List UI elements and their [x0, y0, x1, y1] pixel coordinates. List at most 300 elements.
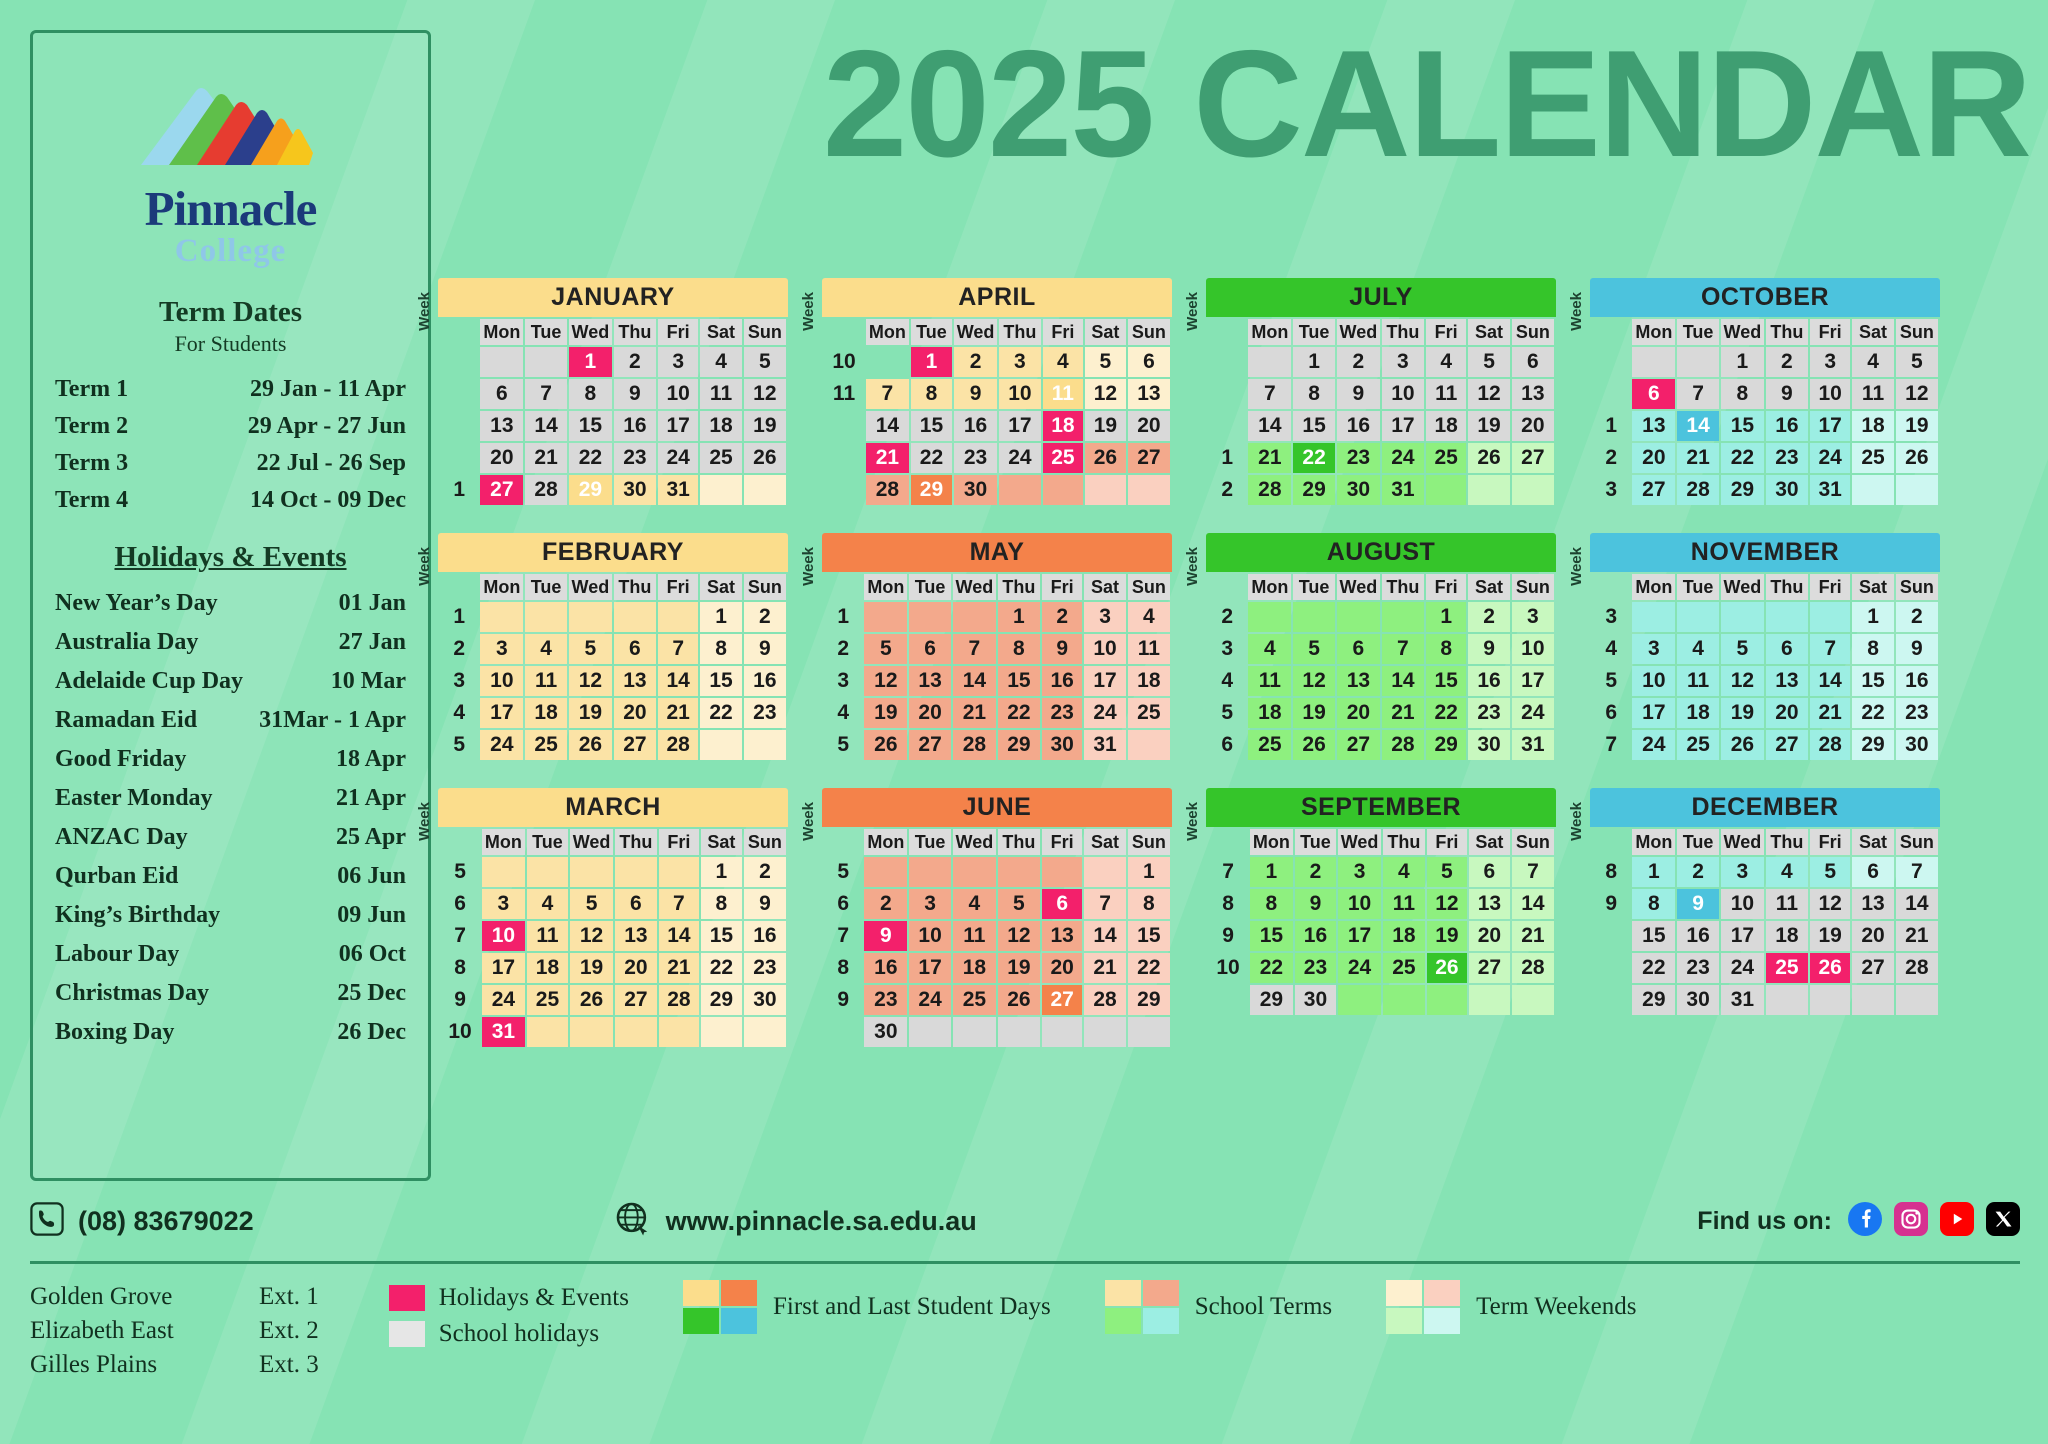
- day-cell[interactable]: 2: [744, 857, 786, 887]
- day-cell[interactable]: 22: [701, 953, 742, 983]
- day-cell[interactable]: 26: [570, 985, 613, 1015]
- day-cell[interactable]: 7: [1382, 634, 1424, 664]
- day-cell[interactable]: 9: [744, 634, 786, 664]
- day-cell[interactable]: 26: [1810, 953, 1850, 983]
- day-cell[interactable]: 30: [744, 985, 786, 1015]
- day-cell[interactable]: 1: [569, 347, 612, 377]
- day-cell[interactable]: 14: [1512, 889, 1554, 919]
- day-cell[interactable]: 8: [998, 634, 1040, 664]
- day-cell[interactable]: 6: [615, 889, 657, 919]
- day-cell[interactable]: 29: [1426, 730, 1466, 760]
- day-cell[interactable]: 29: [1632, 985, 1675, 1015]
- day-cell[interactable]: 19: [1427, 921, 1467, 951]
- day-cell[interactable]: 14: [953, 666, 996, 696]
- day-cell[interactable]: 16: [1468, 666, 1509, 696]
- day-cell[interactable]: 8: [911, 379, 952, 409]
- day-cell[interactable]: 28: [866, 475, 909, 505]
- day-cell[interactable]: 10: [1084, 634, 1125, 664]
- day-cell[interactable]: 17: [1512, 666, 1554, 696]
- day-cell[interactable]: 2: [1677, 857, 1719, 887]
- day-cell[interactable]: 4: [1383, 857, 1425, 887]
- day-cell[interactable]: 4: [1426, 347, 1466, 377]
- day-cell[interactable]: 9: [744, 889, 786, 919]
- day-cell[interactable]: 20: [614, 698, 656, 728]
- day-cell[interactable]: 10: [480, 666, 523, 696]
- day-cell[interactable]: 30: [864, 1017, 907, 1047]
- day-cell[interactable]: 27: [1512, 443, 1554, 473]
- day-cell[interactable]: 11: [700, 379, 741, 409]
- day-cell[interactable]: 10: [1382, 379, 1424, 409]
- x-icon[interactable]: [1986, 1202, 2020, 1241]
- day-cell[interactable]: 4: [953, 889, 996, 919]
- day-cell[interactable]: 21: [525, 443, 567, 473]
- day-cell[interactable]: 26: [1427, 953, 1467, 983]
- day-cell[interactable]: 23: [864, 985, 907, 1015]
- day-cell[interactable]: 7: [659, 889, 699, 919]
- day-cell[interactable]: 18: [527, 953, 568, 983]
- day-cell[interactable]: 20: [1337, 698, 1380, 728]
- day-cell[interactable]: 11: [1852, 379, 1893, 409]
- day-cell[interactable]: 18: [1248, 698, 1291, 728]
- day-cell[interactable]: 10: [1512, 634, 1554, 664]
- day-cell[interactable]: 11: [1248, 666, 1291, 696]
- day-cell[interactable]: 3: [909, 889, 951, 919]
- day-cell[interactable]: 4: [700, 347, 741, 377]
- day-cell[interactable]: 3: [1338, 857, 1381, 887]
- day-cell[interactable]: 8: [700, 634, 741, 664]
- day-cell[interactable]: 4: [527, 889, 568, 919]
- day-cell[interactable]: 15: [998, 666, 1040, 696]
- day-cell[interactable]: 13: [1469, 889, 1510, 919]
- day-cell[interactable]: 28: [1512, 953, 1554, 983]
- day-cell[interactable]: 26: [1085, 443, 1126, 473]
- day-cell[interactable]: 25: [953, 985, 996, 1015]
- day-cell[interactable]: 15: [1128, 921, 1170, 951]
- day-cell[interactable]: 28: [1084, 985, 1125, 1015]
- day-cell[interactable]: 27: [615, 985, 657, 1015]
- day-cell[interactable]: 3: [1382, 347, 1424, 377]
- day-cell[interactable]: 12: [1293, 666, 1335, 696]
- day-cell[interactable]: 15: [569, 411, 612, 441]
- day-cell[interactable]: 23: [1896, 698, 1938, 728]
- day-cell[interactable]: 6: [1852, 857, 1893, 887]
- day-cell[interactable]: 13: [615, 921, 657, 951]
- day-cell[interactable]: 3: [1721, 857, 1764, 887]
- day-cell[interactable]: 24: [1810, 443, 1850, 473]
- day-cell[interactable]: 7: [866, 379, 909, 409]
- day-cell[interactable]: 23: [954, 443, 997, 473]
- day-cell[interactable]: 24: [658, 443, 698, 473]
- day-cell[interactable]: 12: [744, 379, 786, 409]
- day-cell[interactable]: 16: [1766, 411, 1808, 441]
- day-cell[interactable]: 15: [1250, 921, 1293, 951]
- day-cell[interactable]: 12: [1896, 379, 1938, 409]
- day-cell[interactable]: 12: [570, 921, 613, 951]
- day-cell[interactable]: 16: [1295, 921, 1336, 951]
- day-cell[interactable]: 26: [1721, 730, 1764, 760]
- day-cell[interactable]: 23: [1468, 698, 1509, 728]
- day-cell[interactable]: 20: [909, 698, 951, 728]
- day-cell[interactable]: 19: [744, 411, 786, 441]
- day-cell[interactable]: 6: [1632, 379, 1675, 409]
- day-cell[interactable]: 17: [1810, 411, 1850, 441]
- day-cell[interactable]: 5: [569, 634, 612, 664]
- day-cell[interactable]: 27: [614, 730, 656, 760]
- day-cell[interactable]: 3: [1512, 602, 1554, 632]
- day-cell[interactable]: 12: [1810, 889, 1850, 919]
- day-cell[interactable]: 2: [954, 347, 997, 377]
- day-cell[interactable]: 25: [1383, 953, 1425, 983]
- day-cell[interactable]: 14: [658, 666, 698, 696]
- day-cell[interactable]: 4: [1677, 634, 1719, 664]
- day-cell[interactable]: 1: [911, 347, 952, 377]
- day-cell[interactable]: 13: [614, 666, 656, 696]
- day-cell[interactable]: 14: [1896, 889, 1938, 919]
- day-cell[interactable]: 24: [480, 730, 523, 760]
- day-cell[interactable]: 9: [614, 379, 656, 409]
- day-cell[interactable]: 13: [1632, 411, 1675, 441]
- day-cell[interactable]: 31: [1721, 985, 1764, 1015]
- day-cell[interactable]: 1: [701, 857, 742, 887]
- day-cell[interactable]: 21: [1382, 698, 1424, 728]
- day-cell[interactable]: 11: [525, 666, 567, 696]
- day-cell[interactable]: 30: [1337, 475, 1380, 505]
- day-cell[interactable]: 10: [1721, 889, 1764, 919]
- day-cell[interactable]: 15: [1293, 411, 1335, 441]
- day-cell[interactable]: 7: [1248, 379, 1291, 409]
- day-cell[interactable]: 22: [911, 443, 952, 473]
- day-cell[interactable]: 21: [866, 443, 909, 473]
- day-cell[interactable]: 15: [1426, 666, 1466, 696]
- day-cell[interactable]: 29: [1250, 985, 1293, 1015]
- day-cell[interactable]: 2: [744, 602, 786, 632]
- day-cell[interactable]: 19: [998, 953, 1040, 983]
- day-cell[interactable]: 23: [1337, 443, 1380, 473]
- day-cell[interactable]: 20: [1128, 411, 1170, 441]
- day-cell[interactable]: 8: [701, 889, 742, 919]
- day-cell[interactable]: 22: [1426, 698, 1466, 728]
- day-cell[interactable]: 5: [1293, 634, 1335, 664]
- day-cell[interactable]: 20: [615, 953, 657, 983]
- day-cell[interactable]: 16: [744, 921, 786, 951]
- day-cell[interactable]: 5: [570, 889, 613, 919]
- day-cell[interactable]: 24: [1721, 953, 1764, 983]
- day-cell[interactable]: 25: [1248, 730, 1291, 760]
- day-cell[interactable]: 2: [1468, 602, 1509, 632]
- day-cell[interactable]: 15: [1632, 921, 1675, 951]
- day-cell[interactable]: 12: [1468, 379, 1509, 409]
- day-cell[interactable]: 17: [658, 411, 698, 441]
- day-cell[interactable]: 18: [1852, 411, 1893, 441]
- day-cell[interactable]: 12: [569, 666, 612, 696]
- day-cell[interactable]: 5: [864, 634, 907, 664]
- day-cell[interactable]: 26: [1293, 730, 1335, 760]
- day-cell[interactable]: 7: [1810, 634, 1850, 664]
- day-cell[interactable]: 1: [1426, 602, 1466, 632]
- day-cell[interactable]: 24: [909, 985, 951, 1015]
- day-cell[interactable]: 22: [1852, 698, 1893, 728]
- day-cell[interactable]: 10: [909, 921, 951, 951]
- day-cell[interactable]: 15: [1721, 411, 1764, 441]
- day-cell[interactable]: 2: [1896, 602, 1938, 632]
- day-cell[interactable]: 22: [1250, 953, 1293, 983]
- day-cell[interactable]: 22: [1721, 443, 1764, 473]
- day-cell[interactable]: 4: [1128, 602, 1170, 632]
- day-cell[interactable]: 13: [1512, 379, 1554, 409]
- day-cell[interactable]: 23: [744, 953, 786, 983]
- day-cell[interactable]: 30: [1677, 985, 1719, 1015]
- day-cell[interactable]: 3: [480, 634, 523, 664]
- day-cell[interactable]: 17: [1382, 411, 1424, 441]
- day-cell[interactable]: 5: [1427, 857, 1467, 887]
- day-cell[interactable]: 25: [700, 443, 741, 473]
- day-cell[interactable]: 6: [1512, 347, 1554, 377]
- day-cell[interactable]: 21: [1248, 443, 1291, 473]
- day-cell[interactable]: 3: [482, 889, 525, 919]
- day-cell[interactable]: 6: [1128, 347, 1170, 377]
- day-cell[interactable]: 26: [569, 730, 612, 760]
- day-cell[interactable]: 14: [1084, 921, 1125, 951]
- day-cell[interactable]: 22: [569, 443, 612, 473]
- day-cell[interactable]: 31: [1084, 730, 1125, 760]
- day-cell[interactable]: 14: [1810, 666, 1850, 696]
- day-cell[interactable]: 6: [909, 634, 951, 664]
- day-cell[interactable]: 3: [1810, 347, 1850, 377]
- day-cell[interactable]: 12: [1085, 379, 1126, 409]
- day-cell[interactable]: 15: [911, 411, 952, 441]
- day-cell[interactable]: 20: [1042, 953, 1082, 983]
- day-cell[interactable]: 2: [1295, 857, 1336, 887]
- day-cell[interactable]: 18: [1426, 411, 1466, 441]
- day-cell[interactable]: 18: [700, 411, 741, 441]
- day-cell[interactable]: 8: [1632, 889, 1675, 919]
- day-cell[interactable]: 23: [1766, 443, 1808, 473]
- day-cell[interactable]: 1: [1721, 347, 1764, 377]
- day-cell[interactable]: 5: [1468, 347, 1509, 377]
- day-cell[interactable]: 21: [1512, 921, 1554, 951]
- day-cell[interactable]: 26: [1896, 443, 1938, 473]
- day-cell[interactable]: 18: [1128, 666, 1170, 696]
- day-cell[interactable]: 7: [1896, 857, 1938, 887]
- day-cell[interactable]: 31: [1382, 475, 1424, 505]
- day-cell[interactable]: 18: [953, 953, 996, 983]
- day-cell[interactable]: 16: [744, 666, 786, 696]
- day-cell[interactable]: 28: [1382, 730, 1424, 760]
- day-cell[interactable]: 17: [1338, 921, 1381, 951]
- day-cell[interactable]: 18: [1677, 698, 1719, 728]
- day-cell[interactable]: 30: [1042, 730, 1082, 760]
- day-cell[interactable]: 23: [1295, 953, 1336, 983]
- day-cell[interactable]: 26: [1468, 443, 1509, 473]
- day-cell[interactable]: 20: [480, 443, 523, 473]
- day-cell[interactable]: 31: [482, 1017, 525, 1047]
- day-cell[interactable]: 11: [1426, 379, 1466, 409]
- day-cell[interactable]: 16: [1677, 921, 1719, 951]
- day-cell[interactable]: 31: [658, 475, 698, 505]
- day-cell[interactable]: 5: [1721, 634, 1764, 664]
- day-cell[interactable]: 3: [1084, 602, 1125, 632]
- day-cell[interactable]: 18: [1766, 921, 1808, 951]
- day-cell[interactable]: 6: [1042, 889, 1082, 919]
- day-cell[interactable]: 20: [1852, 921, 1893, 951]
- day-cell[interactable]: 24: [1084, 698, 1125, 728]
- day-cell[interactable]: 19: [1293, 698, 1335, 728]
- day-cell[interactable]: 29: [701, 985, 742, 1015]
- day-cell[interactable]: 30: [1295, 985, 1336, 1015]
- day-cell[interactable]: 3: [999, 347, 1041, 377]
- day-cell[interactable]: 7: [953, 634, 996, 664]
- day-cell[interactable]: 16: [1042, 666, 1082, 696]
- day-cell[interactable]: 25: [525, 730, 567, 760]
- day-cell[interactable]: 19: [1896, 411, 1938, 441]
- day-cell[interactable]: 16: [1337, 411, 1380, 441]
- day-cell[interactable]: 2: [1337, 347, 1380, 377]
- day-cell[interactable]: 8: [1426, 634, 1466, 664]
- day-cell[interactable]: 4: [1043, 347, 1083, 377]
- day-cell[interactable]: 9: [1677, 889, 1719, 919]
- day-cell[interactable]: 8: [1128, 889, 1170, 919]
- day-cell[interactable]: 26: [864, 730, 907, 760]
- day-cell[interactable]: 1: [1632, 857, 1675, 887]
- day-cell[interactable]: 21: [953, 698, 996, 728]
- facebook-icon[interactable]: [1848, 1202, 1882, 1241]
- day-cell[interactable]: 10: [482, 921, 525, 951]
- day-cell[interactable]: 28: [1810, 730, 1850, 760]
- day-cell[interactable]: 31: [1810, 475, 1850, 505]
- day-cell[interactable]: 27: [1469, 953, 1510, 983]
- day-cell[interactable]: 11: [1766, 889, 1808, 919]
- day-cell[interactable]: 29: [1293, 475, 1335, 505]
- day-cell[interactable]: 9: [1337, 379, 1380, 409]
- day-cell[interactable]: 30: [1896, 730, 1938, 760]
- day-cell[interactable]: 8: [1721, 379, 1764, 409]
- day-cell[interactable]: 6: [1766, 634, 1808, 664]
- day-cell[interactable]: 13: [1337, 666, 1380, 696]
- day-cell[interactable]: 7: [1677, 379, 1719, 409]
- day-cell[interactable]: 17: [999, 411, 1041, 441]
- day-cell[interactable]: 4: [1248, 634, 1291, 664]
- day-cell[interactable]: 24: [1382, 443, 1424, 473]
- day-cell[interactable]: 17: [482, 953, 525, 983]
- day-cell[interactable]: 1: [700, 602, 741, 632]
- day-cell[interactable]: 14: [659, 921, 699, 951]
- day-cell[interactable]: 3: [1632, 634, 1675, 664]
- day-cell[interactable]: 16: [954, 411, 997, 441]
- day-cell[interactable]: 5: [1085, 347, 1126, 377]
- day-cell[interactable]: 17: [909, 953, 951, 983]
- day-cell[interactable]: 16: [864, 953, 907, 983]
- day-cell[interactable]: 9: [864, 921, 907, 951]
- day-cell[interactable]: 28: [658, 730, 698, 760]
- day-cell[interactable]: 19: [570, 953, 613, 983]
- day-cell[interactable]: 19: [569, 698, 612, 728]
- day-cell[interactable]: 13: [1042, 921, 1082, 951]
- day-cell[interactable]: 28: [659, 985, 699, 1015]
- day-cell[interactable]: 1: [998, 602, 1040, 632]
- day-cell[interactable]: 10: [1338, 889, 1381, 919]
- day-cell[interactable]: 8: [1293, 379, 1335, 409]
- day-cell[interactable]: 20: [1632, 443, 1675, 473]
- day-cell[interactable]: 27: [909, 730, 951, 760]
- day-cell[interactable]: 26: [744, 443, 786, 473]
- day-cell[interactable]: 4: [525, 634, 567, 664]
- day-cell[interactable]: 11: [1128, 634, 1170, 664]
- day-cell[interactable]: 25: [1852, 443, 1893, 473]
- day-cell[interactable]: 25: [1128, 698, 1170, 728]
- day-cell[interactable]: 14: [1248, 411, 1291, 441]
- day-cell[interactable]: 22: [700, 698, 741, 728]
- day-cell[interactable]: 6: [614, 634, 656, 664]
- day-cell[interactable]: 3: [658, 347, 698, 377]
- day-cell[interactable]: 18: [525, 698, 567, 728]
- day-cell[interactable]: 2: [864, 889, 907, 919]
- day-cell[interactable]: 8: [1852, 634, 1893, 664]
- day-cell[interactable]: 18: [1043, 411, 1083, 441]
- day-cell[interactable]: 10: [999, 379, 1041, 409]
- day-cell[interactable]: 29: [1128, 985, 1170, 1015]
- day-cell[interactable]: 25: [1043, 443, 1083, 473]
- day-cell[interactable]: 11: [1043, 379, 1083, 409]
- day-cell[interactable]: 19: [1810, 921, 1850, 951]
- day-cell[interactable]: 25: [1766, 953, 1808, 983]
- day-cell[interactable]: 10: [1810, 379, 1850, 409]
- day-cell[interactable]: 28: [1248, 475, 1291, 505]
- day-cell[interactable]: 6: [1469, 857, 1510, 887]
- day-cell[interactable]: 15: [1852, 666, 1893, 696]
- day-cell[interactable]: 28: [953, 730, 996, 760]
- day-cell[interactable]: 7: [658, 634, 698, 664]
- day-cell[interactable]: 1: [1250, 857, 1293, 887]
- day-cell[interactable]: 13: [909, 666, 951, 696]
- day-cell[interactable]: 23: [744, 698, 786, 728]
- day-cell[interactable]: 21: [1810, 698, 1850, 728]
- day-cell[interactable]: 23: [614, 443, 656, 473]
- day-cell[interactable]: 16: [614, 411, 656, 441]
- day-cell[interactable]: 17: [480, 698, 523, 728]
- day-cell[interactable]: 9: [1766, 379, 1808, 409]
- day-cell[interactable]: 13: [1128, 379, 1170, 409]
- day-cell[interactable]: 13: [1766, 666, 1808, 696]
- youtube-icon[interactable]: [1940, 1202, 1974, 1241]
- day-cell[interactable]: 16: [1896, 666, 1938, 696]
- day-cell[interactable]: 20: [1512, 411, 1554, 441]
- day-cell[interactable]: 27: [1042, 985, 1082, 1015]
- day-cell[interactable]: 7: [525, 379, 567, 409]
- day-cell[interactable]: 28: [1677, 475, 1719, 505]
- day-cell[interactable]: 27: [1128, 443, 1170, 473]
- day-cell[interactable]: 11: [953, 921, 996, 951]
- day-cell[interactable]: 29: [998, 730, 1040, 760]
- day-cell[interactable]: 24: [1512, 698, 1554, 728]
- day-cell[interactable]: 11: [1383, 889, 1425, 919]
- day-cell[interactable]: 1: [1128, 857, 1170, 887]
- day-cell[interactable]: 11: [527, 921, 568, 951]
- day-cell[interactable]: 17: [1632, 698, 1675, 728]
- day-cell[interactable]: 19: [1085, 411, 1126, 441]
- day-cell[interactable]: 4: [1852, 347, 1893, 377]
- day-cell[interactable]: 5: [1896, 347, 1938, 377]
- day-cell[interactable]: 30: [1766, 475, 1808, 505]
- day-cell[interactable]: 5: [1810, 857, 1850, 887]
- day-cell[interactable]: 20: [1766, 698, 1808, 728]
- day-cell[interactable]: 29: [1721, 475, 1764, 505]
- day-cell[interactable]: 17: [1721, 921, 1764, 951]
- day-cell[interactable]: 11: [1677, 666, 1719, 696]
- day-cell[interactable]: 7: [1512, 857, 1554, 887]
- day-cell[interactable]: 10: [1632, 666, 1675, 696]
- day-cell[interactable]: 19: [1721, 698, 1764, 728]
- day-cell[interactable]: 7: [1084, 889, 1125, 919]
